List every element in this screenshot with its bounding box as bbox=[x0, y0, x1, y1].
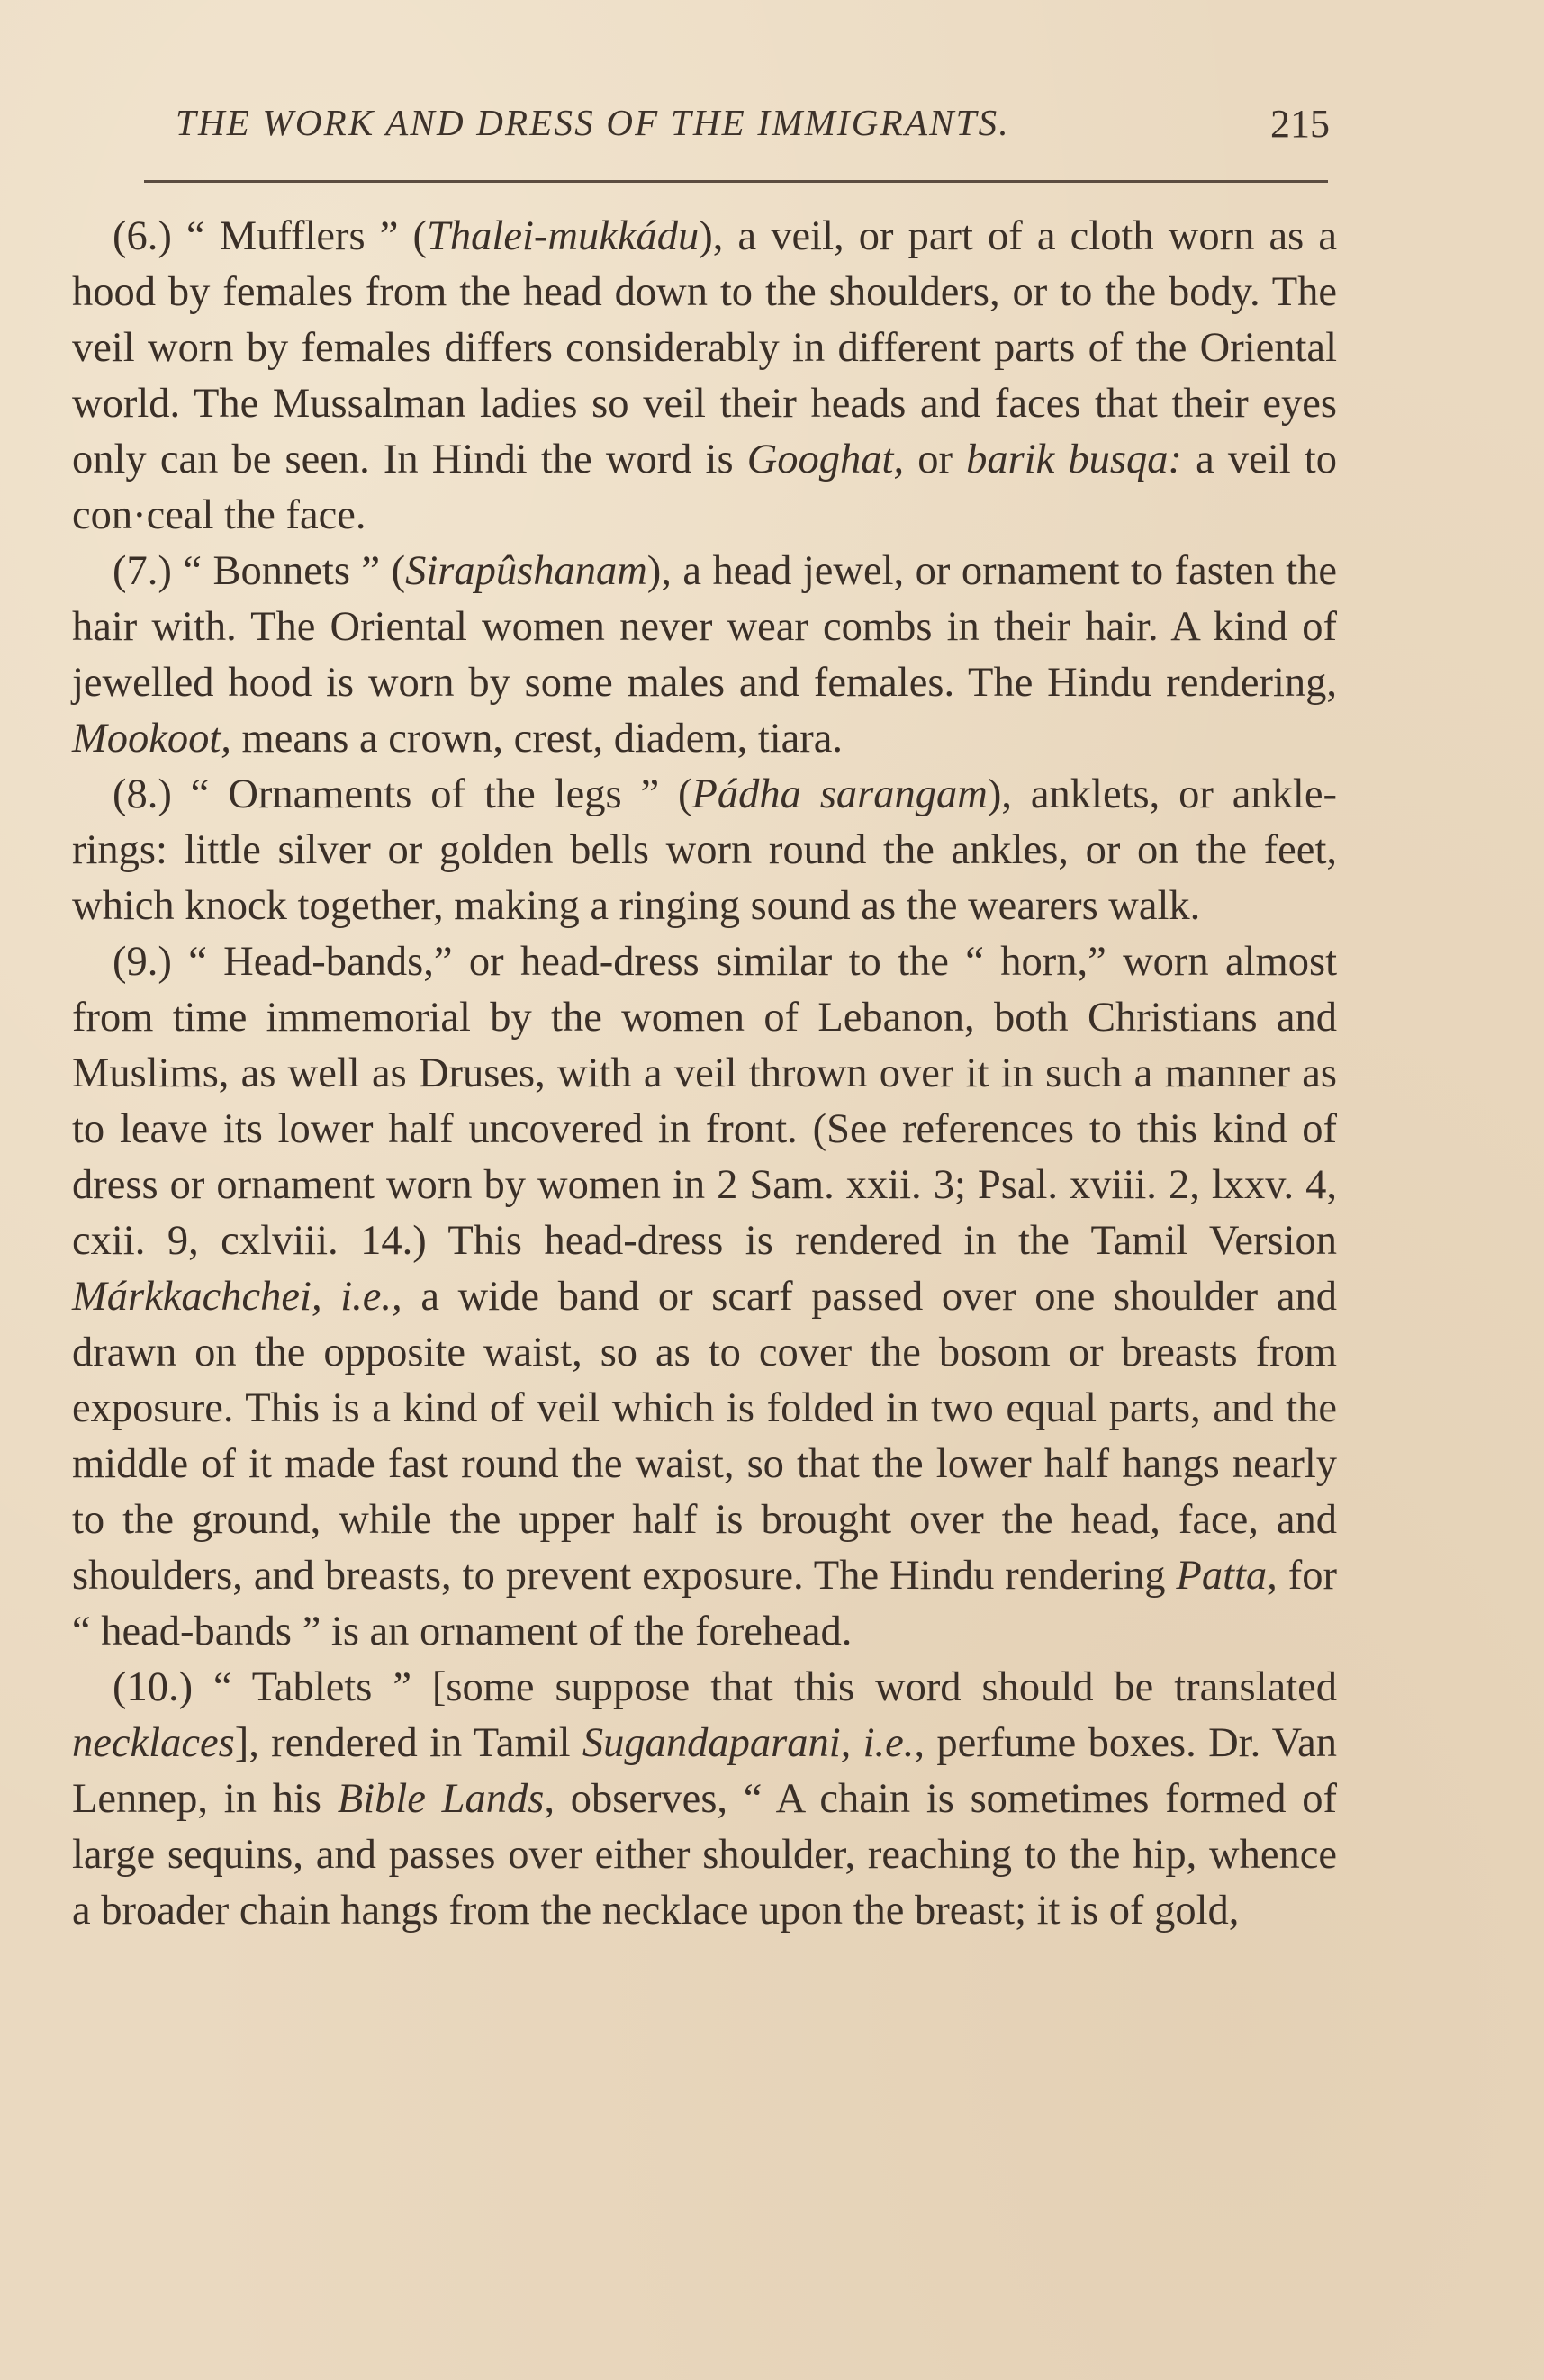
quoted-term: “ Mufflers ” bbox=[186, 213, 399, 259]
paragraph-8: (8.) “ Ornaments of the legs ” (Pádha sarangam), anklets, or ankle-rings: little silver or golden bells worn round the ankles, or on the feet, which knock together, making a ringing sound as the wearers walk. bbox=[72, 771, 1337, 929]
tamil-term: Márkkachchei, i.e., bbox=[72, 1274, 402, 1320]
body-text bbox=[72, 209, 1337, 1939]
tamil-term: Pádha sarangam bbox=[691, 771, 988, 817]
tamil-term: Thalei-mukkádu bbox=[427, 213, 700, 259]
hindi-term: Googhat, bbox=[746, 437, 905, 482]
italic-word: necklaces bbox=[72, 1720, 235, 1766]
paragraph-6: (6.) “ Mufflers ” (Thalei-mukkádu), a veil, or part of a cloth worn as a hood by females from the head down to the shoulders, or to the body. The veil worn by females differs considerably in different parts of the Oriental world. The Mussalman ladies so veil their heads and faces that their eyes only can be seen. In Hindi the word is Googhat, or barik busqa: a veil to con·ceal the face. bbox=[72, 213, 1337, 538]
hindi-term: barik busqa: bbox=[966, 437, 1182, 482]
quoted-term: “ Ornaments of the legs ” bbox=[190, 771, 660, 817]
quoted-term: “ Bonnets ” bbox=[183, 548, 381, 594]
paragraph-text: or bbox=[904, 437, 967, 482]
paragraph-text: observes, “ A chain is sometimes formed of large sequins, and passes over either shoulder, reaching to the hip, whence a broader chain hangs from the necklace upon the breast; it is of gold, bbox=[72, 1776, 1337, 1934]
paragraph-text: , a veil, or part of a cloth worn as a hood by females from the head down to the shoulders, or to the body. The veil worn by females differs considerably in different parts of the Oriental world. The Mussalman ladies so veil their heads and faces that their eyes only can be seen. In Hindi the word is bbox=[72, 213, 1337, 482]
tamil-term: Sugandaparani, i.e., bbox=[582, 1720, 925, 1766]
paragraph-text: a wide band or scarf passed over one shoulder and drawn on the opposite waist, so as to cover the bosom or breasts from exposure. This is a kind of veil which is folded in two equal parts, and the middle of it made fast round the waist, so that the lower half hangs nearly to the ground, while the upper half is brought over the head, face, and shoulders, and breasts, to prevent exposure. The Hindu rendering bbox=[72, 1274, 1337, 1599]
paragraph-text: a veil to con·ceal the face. bbox=[72, 437, 1337, 538]
item-number: (7.) bbox=[113, 548, 172, 594]
paragraph-10 bbox=[72, 1660, 1337, 1939]
paragraph-text: or head-dress similar to the “ horn,” worn almost from time immemorial by the women of Lebanon, both Christians and Muslims, as well as Druses, with a veil thrown over it in such a manner as to leave its lower half uncovered in front. (See references to this kind of dress or ornament worn by women in 2 Sam. xxii. 3; Psal. xviii. 2, lxxv. 4, cxii. 9, cxlviii. 14.) This head-dress is rendered in the Tamil Version bbox=[72, 939, 1337, 1264]
paragraph-text: , anklets, or ankle-rings: little silver or golden bells worn round the ankles, or on the feet, which knock together, making a ringing sound as the wearers walk. bbox=[72, 771, 1337, 929]
paragraph-text: for “ head-bands ” is an ornament of the forehead. bbox=[72, 1553, 1337, 1654]
paragraph-text: [some suppose that this word should be translated bbox=[411, 1664, 1338, 1710]
item-number: (10.) bbox=[113, 1664, 194, 1710]
page-number: 215 bbox=[1270, 102, 1330, 146]
header-rule bbox=[144, 180, 1328, 183]
running-title: THE WORK AND DRESS OF THE IMMIGRANTS. bbox=[176, 102, 1010, 143]
tamil-term: Sirapûshanam bbox=[405, 548, 647, 594]
paragraph-text: ], rendered in Tamil bbox=[234, 1720, 582, 1766]
hindi-term: Patta, bbox=[1176, 1553, 1278, 1599]
running-head bbox=[176, 101, 1330, 155]
item-number: (9.) bbox=[113, 939, 172, 985]
quoted-term: “ Head-bands,” bbox=[188, 939, 453, 985]
paragraph-7: (7.) “ Bonnets ” (Sirapûshanam), a head jewel, or ornament to fasten the hair with. The Oriental women never wear combs in their hair. A kind of jewelled hood is worn by some males and females. The Hindu rendering, Mookoot, means a crown, crest, diadem, tiara. bbox=[72, 548, 1337, 762]
paragraph-9 bbox=[72, 934, 1337, 1660]
item-number: (8.) bbox=[113, 771, 172, 817]
paragraph-text: , a head jewel, or ornament to fasten the hair with. The Oriental women never wear combs in their hair. A kind of jewelled hood is worn by some males and females. The Hindu rendering, bbox=[72, 548, 1337, 706]
quoted-term: “ Tablets ” bbox=[213, 1664, 411, 1710]
paragraph-text: perfume boxes. Dr. Van Lennep, in his bbox=[72, 1720, 1337, 1822]
book-title: Bible Lands, bbox=[337, 1776, 555, 1822]
paragraph-text: means a crown, crest, diadem, tiara. bbox=[230, 716, 844, 762]
hindi-term: Mookoot, bbox=[72, 716, 231, 762]
item-number: (6.) bbox=[113, 213, 172, 259]
